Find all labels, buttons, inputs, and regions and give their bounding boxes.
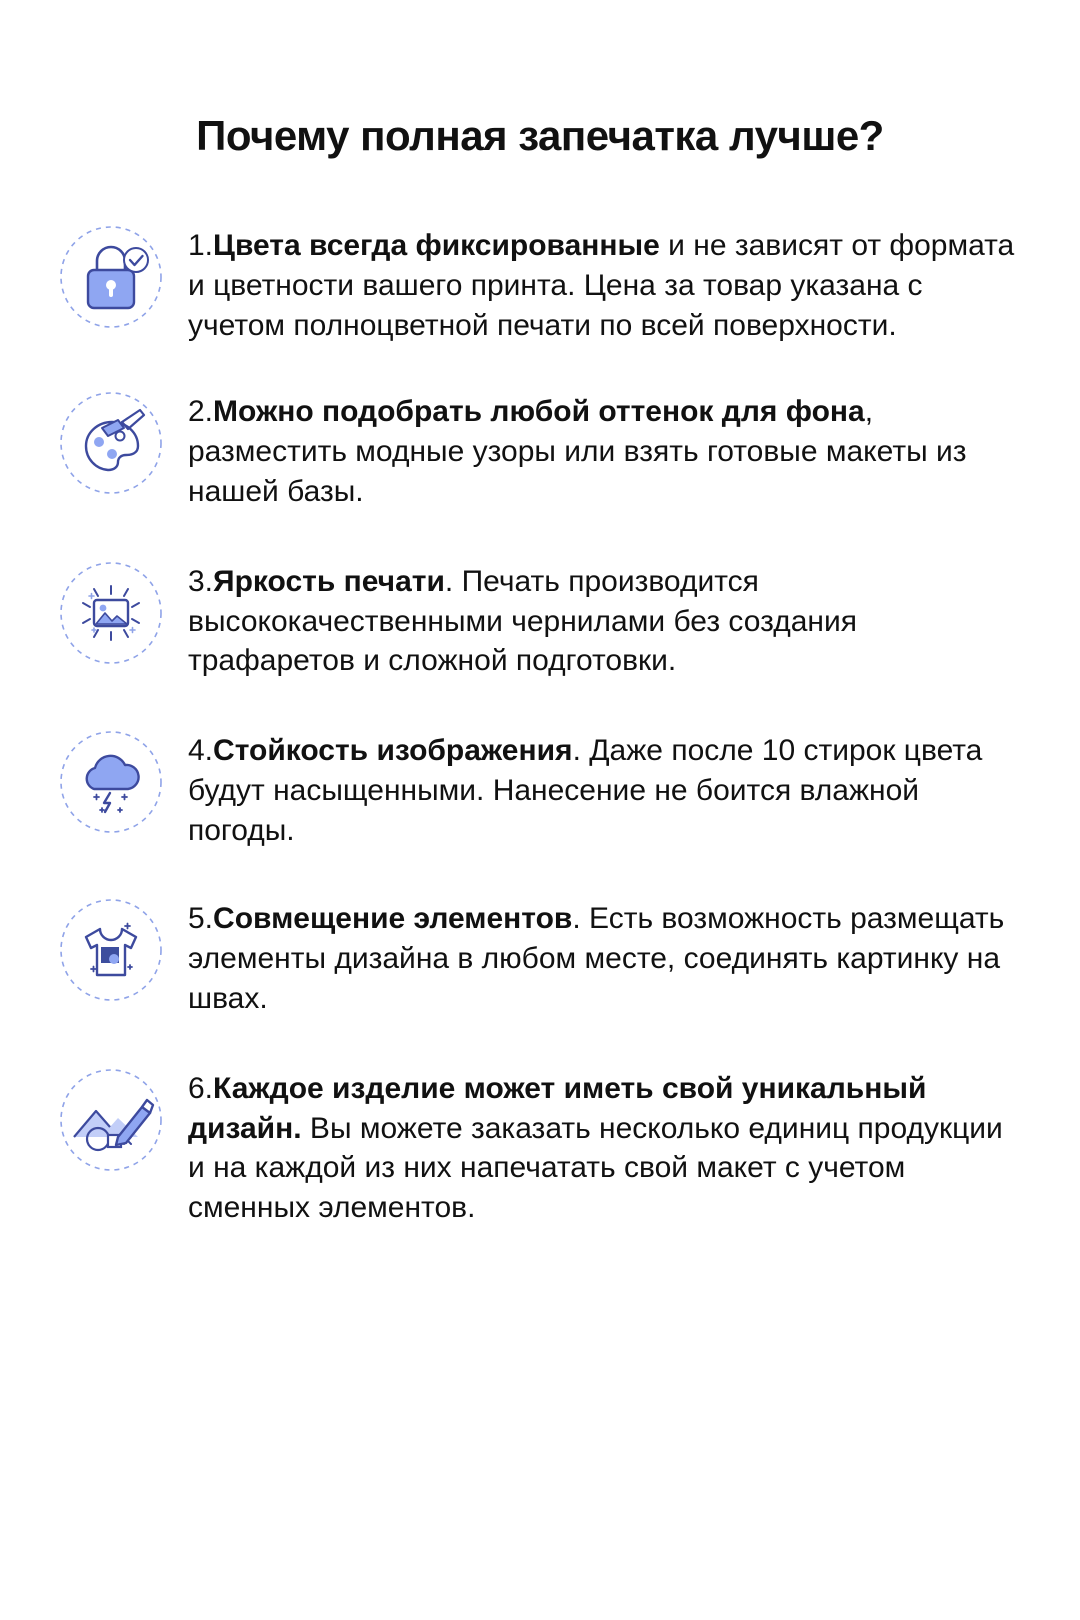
list-item <box>56 893 1020 1019</box>
list-item-bold: Цвета всегда фиксированные <box>213 229 660 263</box>
list-item-rest: Вы можете заказать несколько единиц продукции и на каждой из них напечатать свой макет с учетом сменных элементов. <box>188 1111 1003 1225</box>
list-item-text <box>188 1063 1020 1229</box>
list-item-text <box>188 386 1020 512</box>
palette-brush-icon <box>56 388 166 498</box>
list-item-bold: Стойкость изображения <box>213 734 573 768</box>
lock-check-icon <box>56 222 166 332</box>
list-item-rest: , разместить модные узоры или взять готовые макеты из нашей базы. <box>188 394 967 508</box>
page-title: Почему полная запечатка лучше? <box>196 112 884 159</box>
list-item-number: 4. <box>188 734 214 768</box>
list-item-rest: . Печать производится высококачественными чернилами без создания трафаретов и сложной подготовки. <box>188 564 857 678</box>
list-item-bold: Яркость печати <box>213 564 445 598</box>
list-item-bold: Можно подобрать любой оттенок для фона <box>213 394 865 428</box>
list-item-number: 6. <box>188 1071 214 1105</box>
list-item-rest: и не зависят от формата и цветности вашего принта. Цена за товар указана с учетом полноцветной печати по всей поверхности. <box>188 229 1015 343</box>
pencil-design-icon <box>56 1065 166 1175</box>
list-item-number: 2. <box>188 394 214 428</box>
list-item-rest: . Даже после 10 стирок цвета будут насыщенными. Нанесение не боится влажной погоды. <box>188 734 983 848</box>
list-item <box>56 556 1020 682</box>
list-item-text <box>188 893 1020 1019</box>
tshirt-print-icon <box>56 895 166 1005</box>
bright-image-icon <box>56 558 166 668</box>
list-item <box>56 725 1020 851</box>
list-item-number: 5. <box>188 901 214 935</box>
list-item-bold: Каждое изделие может иметь свой уникальный дизайн. <box>188 1071 927 1145</box>
benefits-list <box>0 160 1080 1228</box>
list-item-number: 1. <box>188 229 214 263</box>
list-item-bold: Совмещение элементов <box>213 901 573 935</box>
list-item <box>56 1063 1020 1229</box>
list-item-number: 3. <box>188 564 214 598</box>
list-item-text <box>188 220 1020 346</box>
list-item <box>56 386 1020 512</box>
list-item-text <box>188 725 1020 851</box>
list-item-text <box>188 556 1020 682</box>
list-item <box>56 220 1020 346</box>
cloud-rain-icon <box>56 727 166 837</box>
list-item-rest: . Есть возможность размещать элементы дизайна в любом месте, соединять картинку на швах. <box>188 901 1005 1015</box>
